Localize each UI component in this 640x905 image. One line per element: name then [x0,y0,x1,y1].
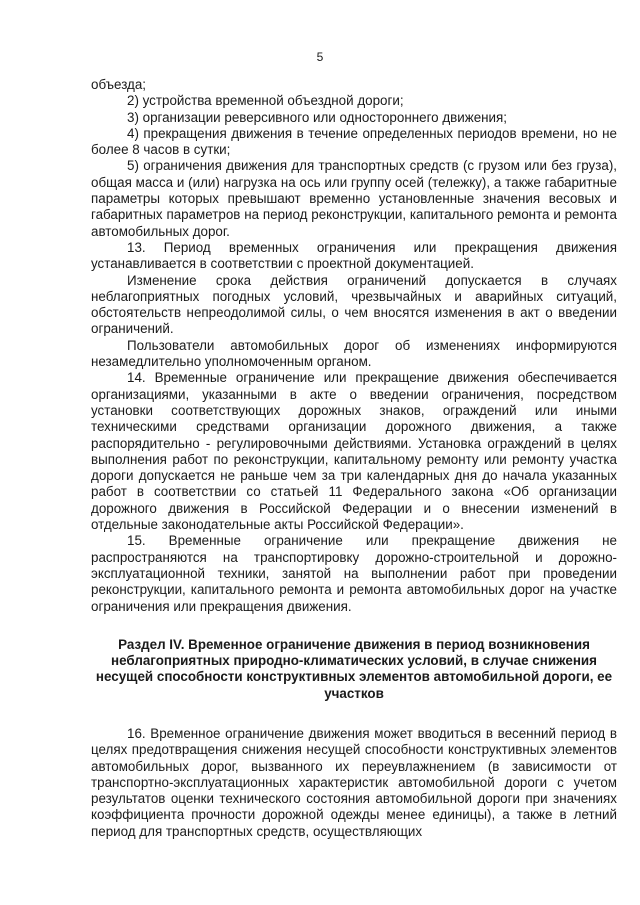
paragraph-item-3: 3) организации реверсивного или одностороннего движения; [127,109,507,125]
paragraph-road-users: Пользователи автомобильных дорог об изменениях информируются незамедлительно уполномоченным органом. [91,337,617,370]
paragraph-item-2: 2) устройства временной объездной дороги; [127,93,404,109]
paragraph-14: 14. Временные ограничение или прекращение движения обеспечивается организациями, указанными в акте о введении ограничения, посредством установки соответствующих дорожных знаков, ограждений или иными техническими средствами организации дорожного движения, а также распорядительно - регулировочными действиями. Установка ограждений в целях выполнения работ по реконструкции, капитальному ремонту или ремонту участка дороги допускается не раньше чем за три календарных дня до начала указанных работ в соответствии со статьей 11 Федерального закона «Об организации дорожного движения в Российской Федерации и о внесении изменений в отдельные законодательные акты Российской Федерации». [91,370,617,533]
paragraph-15: 15. Временные ограничение или прекращение движения не распространяются на транспортировку дорожно-строительной и дорожно-эксплуатационной техники, занятой на выполнении работ при проведении реконструкции, капитального ремонта и ремонта автомобильных дорог на участке ограничения или прекращения движения. [91,533,617,614]
paragraph-detour-end: объезда; [91,77,147,92]
paragraph-16: 16. Временное ограничение движения может вводиться в весенний период в целях предотвращения снижения несущей способности конструктивных элементов автомобильных дорог, вызванного их переувлажнением (в зависимости от транспортно-эксплуатационных характеристик автомобильной дороги с учетом результатов оценки технического состояния автомобильной дороги при значениях коэффициента прочности дорожной одежды менее единицы), а также в летний период для транспортных средств, осуществляющих [91,725,617,839]
paragraph-restriction-change: Изменение срока действия ограничений допускается в случаях неблагоприятных погодных условий, чрезвычайных и аварийных ситуаций, обстоятельств непреодолимой силы, о чем вносятся изменения в акт о введении ограничений. [91,272,617,337]
section-heading: Раздел IV. Временное ограничение движения в период возникновения неблагоприятных природно-климатических условий, в случае снижения несущей способности конструктивных элементов автомобильной дороги, ее участков [95,636,613,701]
document-body [91,77,617,840]
page-number: 5 [316,50,324,64]
paragraph-item-4: 4) прекращения движения в течение определенных периодов времени, но не более 8 часов в сутки; [91,125,617,158]
paragraph-13: 13. Период временных ограничения или прекращения движения устанавливается в соответствии с проектной документацией. [91,239,617,272]
paragraph-item-5: 5) ограничения движения для транспортных средств (с грузом или без груза), общая масса и (или) нагрузка на ось или группу осей (тележку), а также габаритные параметры которых превышают временно установленные значения весовых и габаритных параметров на период реконструкции, капитального ремонта и ремонта автомобильных дорог. [91,158,617,239]
